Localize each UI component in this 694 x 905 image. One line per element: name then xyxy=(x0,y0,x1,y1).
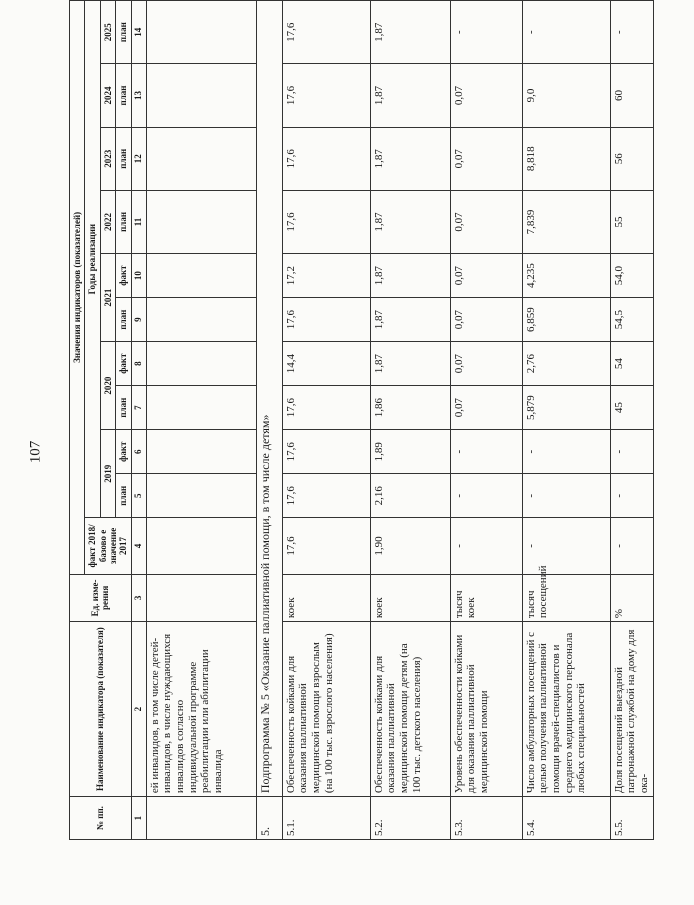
header-fact: факт xyxy=(116,254,131,298)
header-year: 2021 xyxy=(100,254,115,342)
value-cell: 45 xyxy=(610,386,653,430)
value-cell: 56 xyxy=(610,127,653,190)
value-cell xyxy=(146,298,256,342)
base-value-cell: - xyxy=(610,518,653,574)
value-cell: 0,07 xyxy=(450,342,522,386)
base-value-cell: 17,6 xyxy=(282,518,370,574)
value-cell: 7,839 xyxy=(522,190,610,253)
indicator-row xyxy=(522,1,610,840)
value-cell: 54,5 xyxy=(610,298,653,342)
value-cell: 17,6 xyxy=(282,127,370,190)
header-name: Наименование индикатора (показателя) xyxy=(70,622,132,797)
value-cell: 17,6 xyxy=(282,386,370,430)
index-cell: 7 xyxy=(131,386,146,430)
indicator-name-cell: Обеспеченность койками для оказания паллиативной медицинской помощи детям (на 100 тыс. детского населения) xyxy=(370,622,450,797)
header-year: 2022 xyxy=(100,190,115,253)
value-cell: 17,6 xyxy=(282,190,370,253)
header-years-group: Годы реализации xyxy=(85,1,100,518)
value-cell: 17,2 xyxy=(282,254,370,298)
header-year: 2025 xyxy=(100,1,115,64)
value-cell: 54,0 xyxy=(610,254,653,298)
value-cell: 9,0 xyxy=(522,64,610,127)
value-cell: 0,07 xyxy=(450,386,522,430)
value-cell: 54 xyxy=(610,342,653,386)
base-value-cell xyxy=(146,518,256,574)
value-cell: 1,87 xyxy=(370,298,450,342)
header-plan: план xyxy=(116,474,131,518)
header-base: факт 2018/базово е значение 2017 xyxy=(85,518,131,574)
indicator-name-cell: Доля посещений выездной патронажной службой на дому для ока- xyxy=(610,622,653,797)
value-cell: 1,87 xyxy=(370,127,450,190)
index-cell: 1 xyxy=(131,797,146,840)
base-value-cell: 1,90 xyxy=(370,518,450,574)
value-cell: 0,07 xyxy=(450,298,522,342)
value-cell: 17,6 xyxy=(282,1,370,64)
unit-cell xyxy=(146,574,256,621)
row-num-cell: 5. xyxy=(256,797,282,840)
value-cell: - xyxy=(450,430,522,474)
rotated-sheet xyxy=(59,0,694,880)
value-cell: 60 xyxy=(610,64,653,127)
row-num-cell xyxy=(146,797,256,840)
header-plan: план xyxy=(116,190,131,253)
header-values: Значения индикаторов (показателей) xyxy=(70,1,85,575)
row-num-cell: 5.4. xyxy=(522,797,610,840)
value-cell: 1,86 xyxy=(370,386,450,430)
value-cell: 0,07 xyxy=(450,254,522,298)
indicators-table xyxy=(69,0,654,840)
header-num: № пп. xyxy=(70,797,132,840)
index-cell: 8 xyxy=(131,342,146,386)
unit-cell: тысяч коек xyxy=(450,574,522,621)
value-cell: 17,6 xyxy=(282,474,370,518)
value-cell xyxy=(146,64,256,127)
index-cell: 13 xyxy=(131,64,146,127)
value-cell: 4,235 xyxy=(522,254,610,298)
indicator-row xyxy=(450,1,522,840)
value-cell: 0,07 xyxy=(450,190,522,253)
value-cell xyxy=(146,127,256,190)
value-cell: 1,87 xyxy=(370,190,450,253)
base-value-cell: - xyxy=(450,518,522,574)
indicator-name-cell: Уровень обеспеченности койками для оказания паллиативной медицинской помощи xyxy=(450,622,522,797)
header-plan: план xyxy=(116,127,131,190)
row-num-cell: 5.2. xyxy=(370,797,450,840)
value-cell: 17,6 xyxy=(282,298,370,342)
indicator-row xyxy=(610,1,653,840)
index-cell: 9 xyxy=(131,298,146,342)
indicator-name-cell: ей инвалидов, в том числе детей-инвалидов, в числе нуждающихся инвалидов согласно индивидуальной программе реабилитации или абилитации инвалида xyxy=(146,622,256,797)
indicator-row xyxy=(146,1,256,840)
value-cell xyxy=(146,342,256,386)
value-cell: 6,859 xyxy=(522,298,610,342)
unit-cell: коек xyxy=(282,574,370,621)
row-num-cell: 5.5. xyxy=(610,797,653,840)
value-cell: 2,76 xyxy=(522,342,610,386)
value-cell xyxy=(146,254,256,298)
base-value-cell: - xyxy=(522,518,610,574)
value-cell: - xyxy=(522,1,610,64)
value-cell: - xyxy=(610,474,653,518)
row-num-cell: 5.3. xyxy=(450,797,522,840)
header-year: 2020 xyxy=(100,342,115,430)
value-cell: 0,07 xyxy=(450,127,522,190)
indicator-name-cell: Число амбулаторных посещений с целью получения паллиативной помощи врачей-специалистов и среднего медицинского персонала любых специальностей xyxy=(522,622,610,797)
unit-cell: тысяч посещений xyxy=(522,574,610,621)
value-cell: 14,4 xyxy=(282,342,370,386)
value-cell: - xyxy=(450,474,522,518)
value-cell: - xyxy=(610,430,653,474)
index-cell: 3 xyxy=(131,574,146,621)
header-plan: план xyxy=(116,298,131,342)
index-cell: 6 xyxy=(131,430,146,474)
value-cell: 0,07 xyxy=(450,64,522,127)
value-cell xyxy=(146,430,256,474)
value-cell: - xyxy=(522,430,610,474)
value-cell: 1,87 xyxy=(370,1,450,64)
header-unit: Ед. изме-рения xyxy=(70,574,132,621)
indicator-name-cell: Обеспеченность койками для оказания паллиативной медицинской помощи взрослым (на 100 тыс. взрослого населения) xyxy=(282,622,370,797)
value-cell xyxy=(146,190,256,253)
value-cell xyxy=(146,386,256,430)
value-cell: - xyxy=(522,474,610,518)
value-cell: 17,6 xyxy=(282,430,370,474)
header-year: 2023 xyxy=(100,127,115,190)
index-cell: 11 xyxy=(131,190,146,253)
value-cell: 55 xyxy=(610,190,653,253)
section-title: Подпрограмма № 5 «Оказание паллиативной помощи, в том числе детям» xyxy=(256,1,282,797)
index-cell: 10 xyxy=(131,254,146,298)
value-cell: 1,87 xyxy=(370,254,450,298)
value-cell: - xyxy=(610,1,653,64)
section-row xyxy=(256,1,282,840)
header-year: 2024 xyxy=(100,64,115,127)
value-cell: 2,16 xyxy=(370,474,450,518)
header-plan: план xyxy=(116,64,131,127)
value-cell xyxy=(146,1,256,64)
index-cell: 2 xyxy=(131,622,146,797)
value-cell: 1,87 xyxy=(370,342,450,386)
index-cell: 5 xyxy=(131,474,146,518)
row-num-cell: 5.1. xyxy=(282,797,370,840)
value-cell: 8,818 xyxy=(522,127,610,190)
value-cell: 17,6 xyxy=(282,64,370,127)
index-cell: 4 xyxy=(131,518,146,574)
header-plan: план xyxy=(116,386,131,430)
header-fact: факт xyxy=(116,430,131,474)
index-cell: 14 xyxy=(131,1,146,64)
header-fact: факт xyxy=(116,342,131,386)
value-cell: 1,87 xyxy=(370,64,450,127)
column-index-row xyxy=(131,1,146,840)
index-cell: 12 xyxy=(131,127,146,190)
value-cell xyxy=(146,474,256,518)
header-year: 2019 xyxy=(100,430,115,518)
value-cell: 5,879 xyxy=(522,386,610,430)
indicator-row xyxy=(282,1,370,840)
header-plan: план xyxy=(116,1,131,64)
indicator-row xyxy=(370,1,450,840)
unit-cell: % xyxy=(610,574,653,621)
value-cell: - xyxy=(450,1,522,64)
page-number: 107 xyxy=(27,440,44,464)
unit-cell: коек xyxy=(370,574,450,621)
value-cell: 1,89 xyxy=(370,430,450,474)
